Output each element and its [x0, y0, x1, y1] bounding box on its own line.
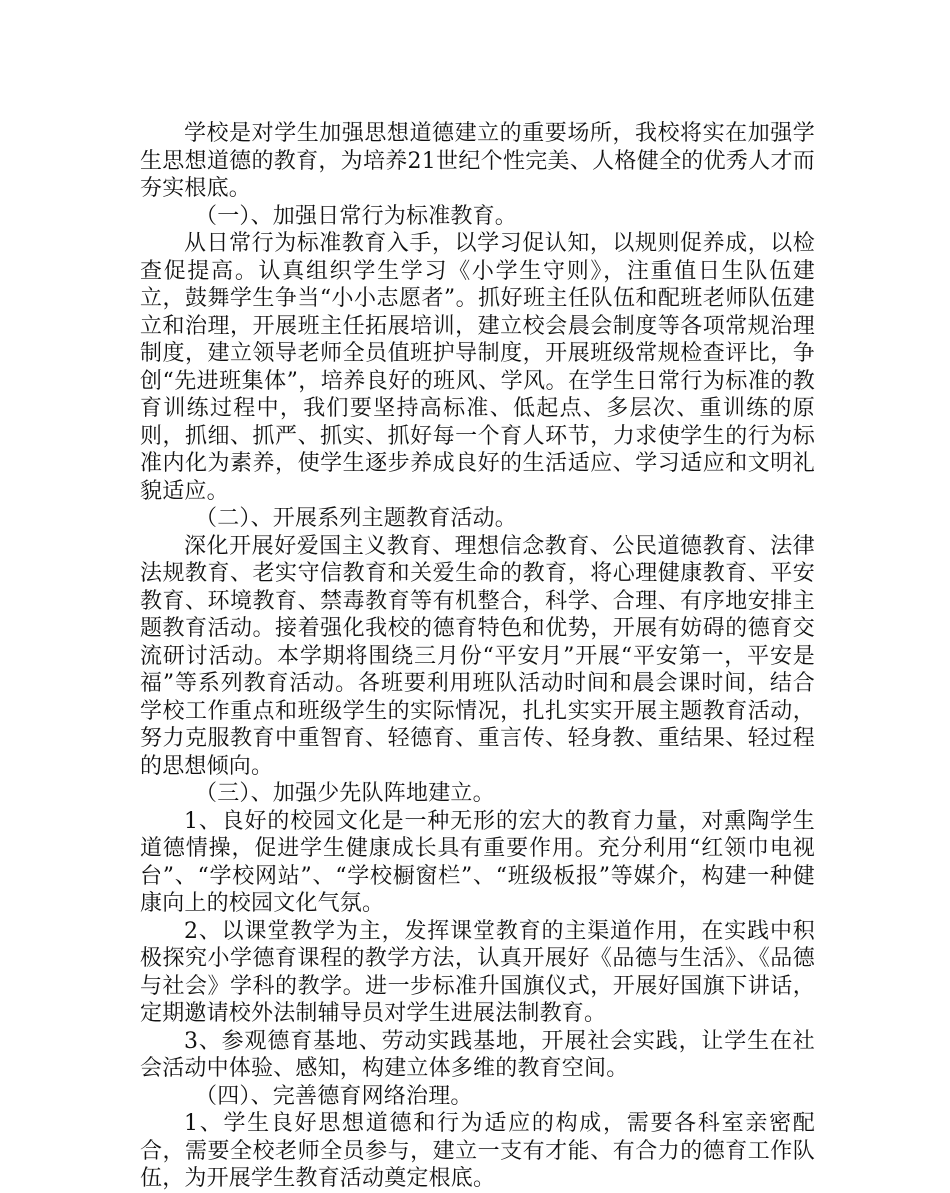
- intro-paragraph: 学校是对学生加强思想道德建立的重要场所，我校将实在加强学生思想道德的教育，为培养21世纪个性完美、人格健全的优秀人才而夯实根底。: [140, 121, 815, 201]
- section-heading-1: （一）、加强日常行为标准教育。: [195, 203, 518, 229]
- section-heading-3: （三）、加强少先队阵地建立。: [195, 781, 495, 806]
- section-heading-2: （二）、开展系列主题教育活动。: [195, 506, 518, 531]
- section-heading-4: （四）、完善德育网络治理。: [195, 1083, 473, 1109]
- body-paragraph: 深化开展好爱国主义教育、理想信念教育、公民道德教育、法律法规教育、老实守信教育和关爱生命的教育，将心理健康教育、平安教育、环境教育、禁毒教育等有机整合，科学、合理、有序地安排主题教育活动。接着强化我校的德育特色和优势，开展有妨碍的德育交流研讨活动。本学期将围绕三月份“平安月”开展“平安第一，平安是福”等系列教育活动。各班要利用班队活动时间和晨会课时间，结合学校工作重点和班级学生的实际情况，扎扎实实开展主题教育活动，努力克服教育中重智育、轻德育、重言传、轻身教、重结果、轻过程的思想倾向。: [140, 533, 815, 779]
- body-paragraph: 3、参观德育基地、劳动实践基地，开展社会实践，让学生在社会活动中体验、感知，构建立体多维的教育空间。: [140, 1028, 815, 1081]
- body-paragraph: 2、以课堂教学为主，发挥课堂教育的主渠道作用，在实践中积极探究小学德育课程的教学方法，认真开展好《品德与生活》、《品德与社会》学科的教学。进一步标准升国旗仪式，开展好国旗下讲话，定期邀请校外法制辅导员对学生进展法制教育。: [140, 918, 815, 1026]
- body-paragraph: 1、良好的校园文化是一种无形的宏大的教育力量，对熏陶学生道德情操，促进学生健康成长具有重要作用。充分利用“红领巾电视台”、“学校网站”、“学校橱窗栏”、“班级板报”等媒介，构建一种健康向上的校园文化气氛。: [140, 808, 815, 916]
- body-paragraph: 从日常行为标准教育入手，以学习促认知，以规则促养成，以检查促提高。认真组织学生学习《小学生守则》，注重值日生队伍建立，鼓舞学生争当“小小志愿者”。抓好班主任队伍和配班老师队伍建立和治理，开展班主任拓展培训，建立校会晨会制度等各项常规治理制度，建立领导老师全员值班护导制度，开展班级常规检查评比，争创“先进班集体”，培养良好的班风、学风。在学生日常行为标准的教育训练过程中，我们要坚持高标准、低起点、多层次、重训练的原则，抓细、抓严、抓实、抓好每一个育人环节，力求使学生的行为标准内化为素养，使学生逐步养成良好的生活适应、学习适应和文明礼貌适应。: [140, 231, 815, 504]
- body-paragraph: 1、学生良好思想道德和行为适应的构成，需要各科室亲密配合，需要全校老师全员参与，建立一支有才能、有合力的德育工作队伍，为开展学生教育活动奠定根底。: [140, 1111, 815, 1191]
- document-body: [140, 120, 815, 1193]
